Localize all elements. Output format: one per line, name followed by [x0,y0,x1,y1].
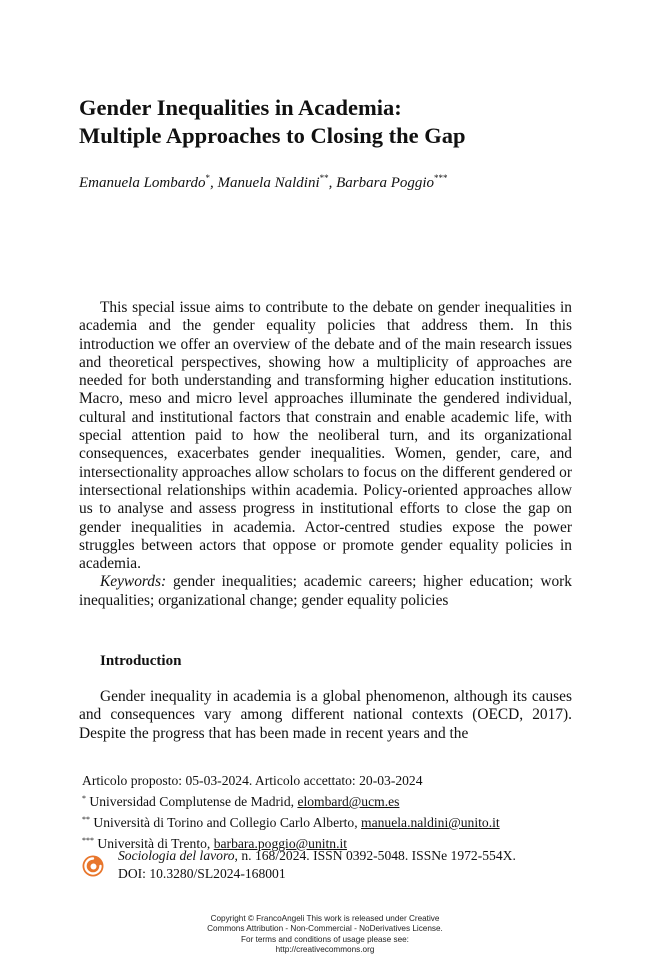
article-title [79,94,599,150]
author-separator: , [328,175,337,191]
affiliation-institution: Università di Torino and Collegio Carlo Alberto, [93,815,362,830]
journal-issue: , n. 168/2024. ISSN 0392-5048. ISSNe 1972-554X. [234,848,516,863]
affiliation-institution: Universidad Complutense de Madrid, [89,794,298,809]
keywords-label: Keywords: [100,573,167,591]
author-email-link[interactable]: barbara.poggio@unitn.it [213,836,348,851]
submission-dates: Articolo proposto: 05-03-2024. Articolo accettato: 20-03-2024 [82,773,423,788]
author-name: Manuela Naldini [217,175,320,191]
abstract [79,299,572,610]
title-line-2: Multiple Approaches to Closing the Gap [79,123,466,148]
author-separator: , [210,175,218,191]
author-name: Barbara Poggio [336,175,435,191]
affiliation-note [82,790,582,811]
affiliation-note [82,811,582,832]
footnote-mark: *** [82,836,94,845]
author-mark: * [205,173,211,183]
title-line-1: Gender Inequalities in Academia: [79,95,402,120]
copyright-line: Commons Attribution - Non-Commercial - NoDerivatives License. [207,924,443,934]
footnote-mark: ** [82,815,90,824]
journal-name: Sociologia del lavoro [118,848,235,863]
copyright-line: Copyright © FrancoAngeli This work is released under Creative [210,914,440,923]
journal-issue-line [118,847,588,865]
abstract-text: This special issue aims to contribute to the debate on gender inequalities in academia and the gender equality policies that address them. In this introduction we offer an overview of the debate and of the main research issues and theoretical perspectives, showing how a multiplicity of approaches are needed for both understanding and transforming higher education institutions. Macro, meso and micro level approaches illuminate the gendered individual, cultural and institutional factors that constrain and enable academic life, with special attention paid to how the neoliberal turn, and its organizational consequences, exacerbates gender inequalities. Women, gender, care, and intersectionality approaches allow scholars to focus on the different gendered or intersectional relationships within academia. Policy-oriented approaches allow us to analyse and assess progress in institutional efforts to close the gap on gender inequalities in academia. Actor-centred studies expose the power struggles between actors that oppose or promote gender equality policies in academia. [79,299,572,573]
author-mark: ** [319,173,329,183]
author-mark: *** [434,173,448,183]
creative-commons-link[interactable]: http://creativecommons.org [275,944,375,954]
journal-doi: DOI: 10.3280/SL2024-168001 [118,866,286,881]
author-list [79,169,579,192]
author-name: Emanuela Lombardo [79,175,206,191]
copyright-line: For terms and conditions of usage please see: [241,934,409,944]
journal-info [118,847,588,883]
introduction-text: Gender inequality in academia is a global phenomenon, although its causes and consequences vary among different national contexts (OECD, 2017). Despite the progress that has been made in recent years and the [79,688,572,742]
journal-citation [82,847,582,887]
section-heading-introduction: Introduction [100,653,182,669]
francoangeli-logo-icon [82,855,104,877]
keywords-text: gender inequalities; academic careers; higher education; work inequalities; organizational change; gender equality policies [79,573,572,609]
copyright-notice [150,914,500,955]
footnote-mark: * [82,794,86,803]
footnotes [82,772,582,853]
author-email-link[interactable]: elombard@ucm.es [297,794,400,809]
keywords-paragraph [79,573,572,610]
affiliation-institution: Università di Trento, [97,836,214,851]
author-email-link[interactable]: manuela.naldini@unito.it [361,815,500,830]
introduction-body [79,688,572,743]
